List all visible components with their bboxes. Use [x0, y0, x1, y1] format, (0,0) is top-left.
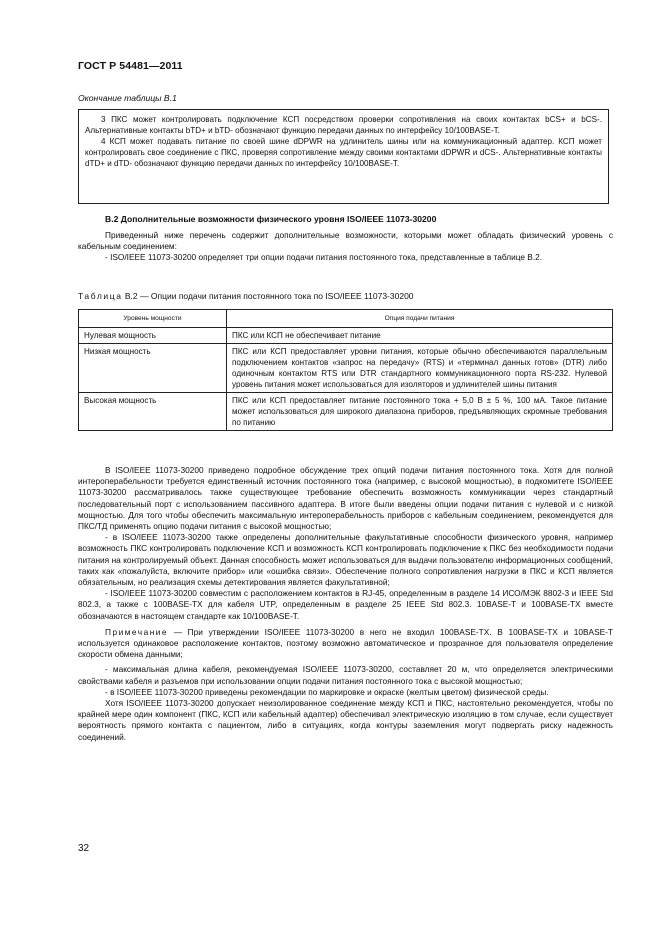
- table-row: [79, 393, 613, 431]
- cell-option: ПКС или КСП не обеспечивает питание: [227, 328, 613, 344]
- power-options-table: [78, 309, 613, 431]
- section-intro: Приведенный ниже перечень содержит дополнительные возможности, которыми может обладать физический уровень с кабельным соединением:: [78, 230, 613, 251]
- body-text: [78, 465, 613, 743]
- note-4: 4 КСП может подавать питание по своей шине dDPWR на удлинитель шины или на коммуникационный адаптер. КСП может контролировать свое соединение с ПКС, проверяя сопротивление между своими контактами dDPWR и dCS-. Альтернативные контакты dTD+ и dTD- обозначают функцию передачи данных по интерфейсу 10/100BASE-T.: [85, 137, 602, 168]
- header-power-level: Уровень мощности: [79, 310, 227, 328]
- table-caption: [78, 291, 414, 301]
- body-paragraph-3: - ISO/IEEE 11073-30200 совместим с расположением контактов в RJ-45, определенным в разделе 14 ИСО/МЭК 8802-3 и IEEE Std 802.3, а также с 100BASE-TX для кабеля UTP, определенным в разделе 25 IEEE Std 802.3. 10BASE-T и 100BASE-TX вместе обозначаются в настоящем стандарте как 10/100BASE-T.: [78, 588, 613, 621]
- note-paragraph: [78, 627, 613, 661]
- body-paragraph-5: - в ISO/IEEE 11073-30200 приведены рекомендации по маркировке и окраске (желтым цветом) физической среды.: [105, 686, 549, 697]
- document-header: ГОСТ Р 54481—2011: [78, 60, 183, 72]
- cell-level: Низкая мощность: [79, 344, 227, 393]
- section-intro-block: [78, 230, 613, 263]
- body-paragraph-6: Хотя ISO/IEEE 11073-30200 допускает неизолированное соединение между КСП и ПКС, настоятельно рекомендуется, чтобы по крайней мере один компонент (ПКС, КСП или кабельный адаптер) обеспечивал электрическую изоляцию в том случае, если существует вероятность прямого контакта с пациентом, либо в ситуациях, когда контуры заземления могут подвергать риску надежность соединений.: [78, 698, 613, 742]
- cell-option: ПКС или КСП предоставляет уровни питания, которые обычно обеспечиваются параллельным подключением контактов «запрос на передачу» (RTS) и «терминал данных готов» (DTR) либо одиночным контактом RTS или DTR стандартного коммуникационного порта RS-232. Нулевой уровень питания может использоваться для изоляторов и удлинителей шины питания: [227, 344, 613, 393]
- body-paragraph-1: В ISO/IEEE 11073-30200 приведено подробное обсуждение трех опций подачи питания постоянного тока. Хотя для полной интероперабельности требуется единственный источник постоянного тока (например, с высокой мощностью), в подкомитете ISO/IEEE 11073-30200 рассматривалось также существующее требование обеспечить возможность коммуникации через стандартный последовательный порт с использованием пассивного адаптера. В итоге были введены опции подачи питания с нулевой и с низкой мощностью. Для того чтобы обеспечить максимальную интероперабельность приборов с кабельным соединением, рекомендуется для ПКС/ТД применять опцию подачи питания с высокой мощностью;: [78, 465, 613, 532]
- note-label: Примечание: [105, 626, 169, 637]
- section-bullet-1: - ISO/IEEE 11073-30200 определяет три опции подачи питания постоянного тока, представленные в таблице В.2.: [105, 252, 543, 262]
- section-title: В.2 Дополнительные возможности физического уровня ISO/IEEE 11073-30200: [105, 214, 437, 224]
- note-3: 3 ПКС может контролировать подключение КСП посредством проверки сопротивления на своих контактах bCS+ и bCS-. Альтернативные контакты bTD+ и bTD- обозначают функцию передачи данных по интерфейсу 10/100BASE-T.: [85, 115, 602, 135]
- table-b1-notes-box: [78, 109, 609, 204]
- cell-option: ПКС или КСП предоставляет питание постоянного тока + 5,0 В ± 5 %, 100 мА. Такое питание может использоваться для широкого диапазона приборов, предъявляющих скромные требования по питанию: [227, 393, 613, 431]
- page-number: 32: [78, 843, 90, 854]
- table-header-row: [79, 310, 613, 328]
- table-caption-text: В.2 — Опции подачи питания постоянного тока по ISO/IEEE 11073-30200: [122, 291, 414, 301]
- table-caption-prefix: Таблица: [78, 291, 123, 301]
- cell-level: Нулевая мощность: [79, 328, 227, 344]
- table-row: [79, 328, 613, 344]
- body-paragraph-4: - максимальная длина кабеля, рекомендуемая ISO/IEEE 11073-30200, составляет 20 м, что определяется электрическими свойствами кабеля и разъемов при использовании опции подачи питания постоянного тока с высокой мощностью;: [78, 664, 613, 686]
- body-paragraph-2: - в ISO/IEEE 11073-30200 также определены дополнительные факультативные способности физического уровня, например возможность ПКС контролировать подключение КСП и возможность КСП контролировать подключение к ПКС без необходимости подачи питания на контролируемый объект. Данная способность может использоваться для выдачи пользователю информационных сообщений, таких как «пожалуйста, включите прибор» или «ошибка связи». Обеспечение полного сопротивления нагрузки в ПКС и КСП является обязательным, но реализация схемы детектирования является факультативной;: [78, 532, 613, 588]
- table-continuation-label: Окончание таблицы В.1: [78, 93, 177, 103]
- cell-level: Высокая мощность: [79, 393, 227, 431]
- table-row: [79, 344, 613, 393]
- note-text: — При утверждении ISO/IEEE 11073-30200 в него не входил 100BASE-TX. В 100BASE-TX и 10BASE-T используется одинаковое расположение контактов, поэтому возможно автоматическое и прозрачное для пользователя определение скорости обмена данными;: [78, 626, 613, 660]
- header-power-option: Опция подачи питания: [227, 310, 613, 328]
